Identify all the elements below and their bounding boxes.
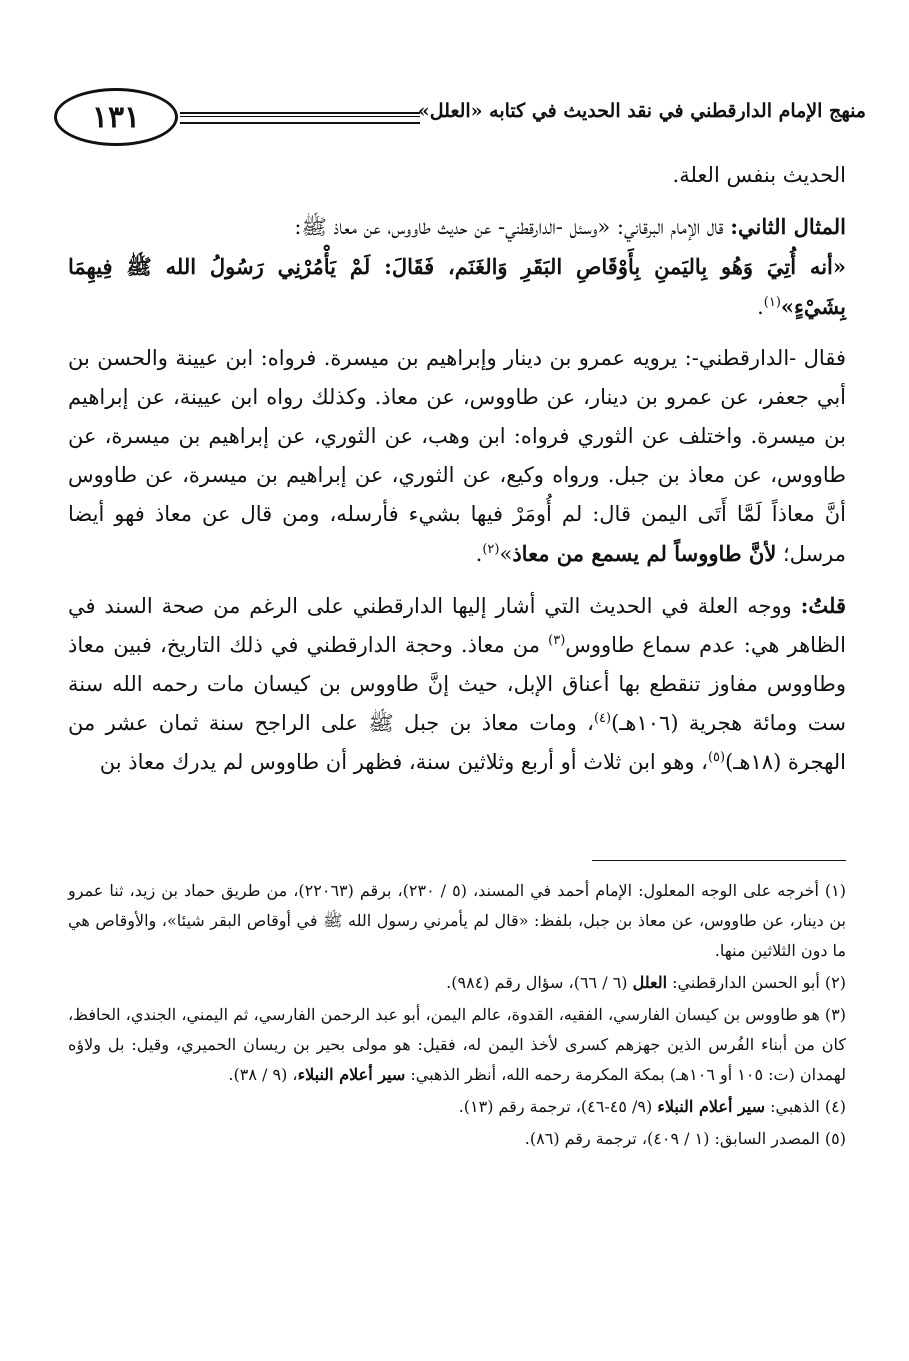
footnote-4-bold: سير أعلام النبلاء [657,1097,766,1116]
footnote-2-a: (٢) أبو الحسن الدارقطني: [667,973,846,992]
paragraph-2-text: قال الإمام البرقاني: «وسئل -الدارقطني- عن حديث طاووس، عن معاذ ﷺ: [294,215,731,239]
example-label: المثال الثاني: [730,214,846,239]
footnote-4 [68,1092,846,1122]
footnote-ref-3: (٣) [548,633,566,648]
footnote-5: (٥) المصدر السابق: (١ / ٤٠٩)، ترجمة رقم (٨٦). [524,1129,846,1148]
footnote-ref-5: (٥) [707,750,726,765]
paragraph-2-end: . [757,295,764,319]
footnote-3-bold: سير أعلام النبلاء [297,1065,406,1084]
footnote-3 [68,1000,846,1090]
paragraph-2 [68,207,846,327]
footnote-3-a: (٣) هو طاووس بن كيسان الفارسي، الفقيه، القدوة، عالم اليمن، أبو عبد الرحمن الفارسي، ثم اليمني، الجندي، الحافظ، كان من أبناء الفُرس الذين جهزهم كسرى لأخذ اليمن له، فقيل: هو مولى بحير بن ريسان الحميري، وقيل: بل ولاؤه لهمدان (ت: ١٠٥ أو ١٠٦هـ) بمكة المكرمة رحمه الله، أنظر الذهبي: [68,1005,846,1084]
paragraph-3-bold: لأنَّ طاووساً لم يسمع من معاذ [512,541,777,566]
running-title: منهج الإمام الدارقطني في نقد الحديث في كتابه «العلل» [417,100,866,122]
paragraph-3-close: » [499,542,513,566]
footnotes [68,876,846,1156]
paragraph-3 [68,339,846,574]
main-text [68,156,846,794]
footnote-4-b: (٩/ ٤٥-٤٦)، ترجمة رقم (١٣). [458,1097,658,1116]
paragraph-3-text: فقال -الدارقطني-: يرويه عمرو بن دينار وإبراهيم بن ميسرة. فرواه: ابن عيينة والحسن بن أبي جعفر، عن عمرو بن دينار، عن طاووس، عن معاذ. وكذلك رواه ابن عيينة، عن إبراهيم بن ميسرة. واختلف عن الثوري فرواه: ابن وهب، عن الثوري، عن إبراهيم بن ميسرة، عن طاووس، عن معاذ بن جبل. ورواه وكيع، عن الثوري، عن إبراهيم بن ميسرة، عن طاووس أنَّ معاذاً لَمَّا أَتَى اليمن قال: لم أُومَرْ فيها بشيء فأرسله، ومن قال عن معاذ فهو أيضا مرسل؛ [68,346,846,566]
footnote-1: (١) أخرجه على الوجه المعلول: الإمام أحمد في المسند، (٥ / ٢٣٠)، برقم (٢٢٠٦٣)، من طريق حماد بن زيد، ثنا عمرو بن دينار، عن طاووس، عن معاذ بن جبل، بلفظ: «قال لم يأمرني رسول الله ﷺ في أوقاص البقر شيئا»، والأوقاص هي ما دون الثلاثين منها. [68,881,847,960]
footnote-2-b: (٦ / ٦٦)، سؤال رقم (٩٨٤). [446,973,633,992]
qultu-label: قلتُ: [800,593,846,618]
header-rule [180,112,420,124]
footnote-4-a: (٤) الذهبي: [765,1097,846,1116]
footnote-ref-2: (٢) [482,542,500,557]
paragraph-4-d: ، وهو ابن ثلاث أو أربع وثلاثين سنة، فظهر أن طاووس لم يدرك معاذ بن [99,750,708,774]
paragraph-4 [68,586,846,782]
footnote-separator [592,860,846,861]
footnote-3-b: ، (٩ / ٣٨). [228,1065,298,1084]
hadith-quote: «أنه أُتِيَ وَهُو بِاليَمنِ بِأَوْقَاصِ البَقَرِ وَالغَنَم، فَقَالَ: لَمْ يَأْمُرْنِي رَسُولُ الله ﷺ فِيهِمَا بِشَيْءٍ» [68,254,846,319]
paragraph-4-a: ووجه العلة في الحديث التي أشار إليها الدارقطني على الرغم من صحة السند في الظاهر هي: عدم سماع طاووس [68,594,846,657]
footnote-ref-1: (١) [763,295,781,310]
paragraph-1: الحديث بنفس العلة. [672,163,846,187]
footnote-2 [68,968,846,998]
footnote-ref-4: (٤) [593,711,612,726]
page-header [40,82,870,154]
page-number: ١٣١ [54,88,178,146]
paragraph-4-c: ، ومات معاذ بن جبل ﷺ على الراجح سنة ثمان عشر من الهجرة (١٨هـ) [68,711,846,774]
footnote-2-bold: العلل [632,973,668,992]
paragraph-3-end: . [475,542,483,566]
paragraph-4-b: من معاذ. وحجة الدارقطني في ذلك التاريخ، فبين معاذ وطاووس مفاوز تنقطع بها أعناق الإبل، حيث إنَّ طاووس بن كيسان مات رحمه الله سنة ست ومائة هجرية (١٠٦هـ) [68,633,846,735]
